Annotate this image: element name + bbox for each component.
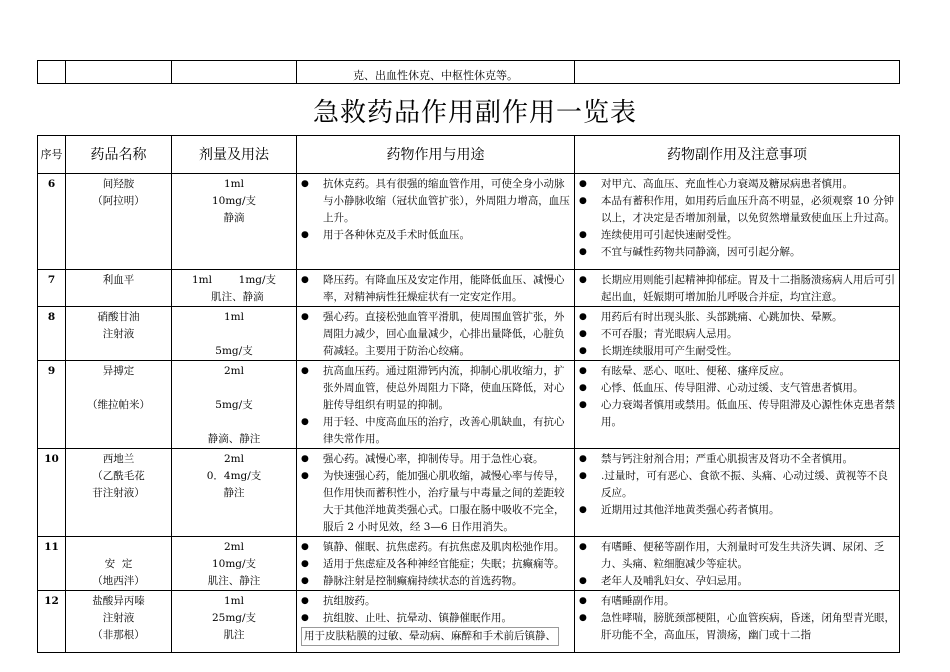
list-item: ● 抗组胺、止吐、抗晕动、镇静催眠作用。: [301, 610, 570, 627]
header-drug-name: 药品名称: [66, 136, 172, 174]
table-row: [38, 174, 900, 270]
cell-empty: [66, 61, 172, 84]
list-item: ● 适用于焦虑症及各种神经官能症；失眠；抗癫痫等。: [301, 556, 570, 573]
dosage-text: 1ml 1mg/支 肌注、静滴: [191, 274, 277, 303]
list-item: ● 不宜与碱性药物共同静滴，因可引起分解。: [579, 244, 895, 261]
list-item: ● .过量时，可有恶心、食欲不振、头痛、心动过缓、黄视等不良反应。: [579, 468, 895, 502]
drug-name-text: 西地兰 （乙酰毛花 苷注射液）: [92, 453, 145, 499]
drug-name-text: 硝酸甘油 注射液: [97, 311, 140, 340]
list-item: ● 用药后有时出现头胀、头部跳痛、心跳加快、晕厥。: [579, 309, 895, 326]
list-item: ● 本品有蓄积作用，如用药后血压升高不明显，必须观察 10 分钟以上，才决定是否增加剂量，以免贸然增量致使血压上升过高。: [579, 193, 895, 227]
effect-list: [297, 539, 574, 590]
header-dosage: 剂量及用法: [172, 136, 297, 174]
row-index: 12: [38, 591, 66, 653]
list-item: ● 对甲亢、高血压、充血性心力衰竭及糖尿病患者慎用。: [579, 176, 895, 193]
drug-name: [66, 537, 172, 591]
list-item: ● 有嗜睡、便秘等副作用，大剂量时可发生共济失调、尿闭、乏力、头痛、粒细胞减少等症状。: [579, 539, 895, 573]
side-effect-cell: [575, 174, 900, 270]
side-effect-cell: [575, 591, 900, 653]
dosage-text: 2ml 10mg/支 肌注、静注: [207, 541, 261, 587]
side-effect-list: [575, 539, 899, 590]
page-title: 急救药品作用副作用一览表: [312, 98, 637, 128]
drug-name: [66, 307, 172, 361]
drug-name-text: 间羟胺 （阿拉明）: [92, 178, 145, 207]
header-index: 序号: [38, 136, 66, 174]
side-effect-cell: [575, 449, 900, 537]
effect-list: [297, 176, 574, 244]
drug-name-text: 盐酸异丙嗪 注射液 （非那根）: [92, 595, 145, 641]
row-index: 10: [38, 449, 66, 537]
dosage: [172, 307, 297, 361]
dosage-text: 1ml 25mg/支 肌注: [211, 595, 257, 641]
list-item: ● 为快速强心药，能加强心肌收缩，减慢心率与传导，但作用快而蓄积性小，治疗量与中毒量之间的差距较大于其他洋地黄类强心式。口服在肠中吸收不完全，服后 2 小时见效，经 3—6 日作用消失。: [301, 468, 570, 536]
list-item: ● 抗高血压药。通过阻滞钙内流，抑制心肌收缩力，扩张外周血管，使总外周阻力下降，使血压降低，对心脏传导组织有明显的抑制。: [301, 363, 570, 414]
dosage-text: 2ml 5mg/支 静滴、静注: [207, 365, 261, 445]
continuation-row: [38, 61, 900, 84]
side-effect-list: [575, 593, 899, 644]
effect-list: [297, 363, 574, 448]
dosage: [172, 449, 297, 537]
list-item: ● 强心药。直接松弛血管平滑肌，使周围血管扩张，外周阻力减少，回心血量减少，心排出量降低，心脏负荷减轻。主要用于防治心绞痛。: [301, 309, 570, 360]
drug-name: [66, 449, 172, 537]
effect-list: [297, 593, 574, 627]
list-item: ● 镇静、催眠、抗焦虑药。有抗焦虑及肌肉松弛作用。: [301, 539, 570, 556]
effect-cell: [297, 174, 575, 270]
table-row: [38, 270, 900, 307]
effect-cell: [297, 270, 575, 307]
effect-cell: [297, 307, 575, 361]
cell-empty: [575, 61, 900, 84]
side-effect-list: [575, 363, 899, 431]
list-item: ● 用于轻、中度高血压的治疗，改善心肌缺血，有抗心律失常作用。: [301, 414, 570, 448]
dosage: [172, 591, 297, 653]
side-effect-cell: [575, 307, 900, 361]
drug-name: [66, 174, 172, 270]
drug-name: [66, 361, 172, 449]
header-side-effects: 药物副作用及注意事项: [575, 136, 900, 174]
dosage: [172, 361, 297, 449]
table-row: [38, 307, 900, 361]
dosage: [172, 174, 297, 270]
table-row: [38, 361, 900, 449]
effect-list: [297, 451, 574, 536]
header-row: [38, 136, 900, 174]
effect-cell: [297, 361, 575, 449]
list-item: ● 抗休克药。具有很强的缩血管作用，可使全身小动脉与小静脉收缩（冠状血管扩张），外周阻力增高，血压上升。: [301, 176, 570, 227]
list-item: ● 心力衰竭者慎用或禁用。低血压、传导阻滞及心源性休克患者禁用。: [579, 397, 895, 431]
list-item: ● 抗组胺药。: [301, 593, 570, 610]
side-effect-list: [575, 309, 899, 360]
continuation-text: 克、出血性休克、中枢性休克等。: [297, 61, 575, 84]
side-effect-cell: [575, 537, 900, 591]
row-index: 6: [38, 174, 66, 270]
side-effect-list: [575, 451, 899, 519]
list-item: ● 有嗜睡副作用。: [579, 593, 895, 610]
effect-cell: [297, 449, 575, 537]
dosage-text: 2ml 0．4mg/支 静注: [206, 453, 262, 499]
table-row: [38, 537, 900, 591]
effect-cell: [297, 537, 575, 591]
cell-empty: [172, 61, 297, 84]
effect-note: 用于皮肤粘膜的过敏、晕动病、麻醉和手术前后镇静、: [301, 627, 559, 646]
dosage: [172, 270, 297, 307]
list-item: ● 不可吞服；青光眼病人忌用。: [579, 326, 895, 343]
list-item: ● 老年人及哺乳妇女、孕妇忌用。: [579, 573, 895, 590]
side-effect-cell: [575, 361, 900, 449]
list-item: ● 强心药。减慢心率，抑制传导。用于急性心衰。: [301, 451, 570, 468]
list-item: ● 近期用过其他洋地黄类强心药者慎用。: [579, 502, 895, 519]
row-index: 8: [38, 307, 66, 361]
row-index: 9: [38, 361, 66, 449]
table-row: [38, 591, 900, 653]
row-index: 11: [38, 537, 66, 591]
drug-name-text: 利血平: [102, 274, 135, 286]
side-effect-list: [575, 176, 899, 261]
effect-list: [297, 272, 574, 306]
list-item: ● 长期应用则能引起精神抑郁症。胃及十二指肠溃疡病人用后可引起出血，妊娠期可增加胎儿呼吸合并症，均宜注意。: [579, 272, 895, 306]
drug-name: [66, 591, 172, 653]
dosage-text: 1ml 5mg/支: [215, 311, 253, 357]
cell-empty: [38, 61, 66, 84]
effect-list: [297, 309, 574, 360]
effect-cell: [297, 591, 575, 653]
dosage: [172, 537, 297, 591]
table-row: [38, 449, 900, 537]
list-item: ● 连续使用可引起快速耐受性。: [579, 227, 895, 244]
list-item: ● 长期连续服用可产生耐受性。: [579, 343, 895, 360]
drug-name: [66, 270, 172, 307]
dosage-text: 1ml 10mg/支 静滴: [211, 178, 257, 224]
continuation-table: [37, 60, 900, 84]
side-effect-cell: [575, 270, 900, 307]
list-item: ● 急性哮喘，膀胱颈部梗阻，心血管疾病，昏迷，闭角型青光眼，肝功能不全，高血压，胃溃疡，幽门或十二指: [579, 610, 895, 644]
list-item: ● 降压药。有降血压及安定作用，能降低血压、减慢心率，对精神病性狂燥症状有一定安定作用。: [301, 272, 570, 306]
row-index: 7: [38, 270, 66, 307]
drug-name-text: 异搏定 （维拉帕米）: [87, 365, 150, 411]
side-effect-list: [575, 272, 899, 306]
drug-table: [37, 135, 900, 653]
list-item: ● 静脉注射是控制癫痫持续状态的首选药物。: [301, 573, 570, 590]
list-item: ● 禁与钙注射剂合用；严重心肌损害及肾功不全者慎用。: [579, 451, 895, 468]
header-effect: 药物作用与用途: [297, 136, 575, 174]
list-item: ● 用于各种休克及手术时低血压。: [301, 227, 570, 244]
list-item: ● 心悸、低血压、传导阻滞、心动过缓、支气管患者慎用。: [579, 380, 895, 397]
list-item: ● 有眩晕、恶心、呕吐、便秘、瘙痒反应。: [579, 363, 895, 380]
drug-name-text: 安 定 （地西泮）: [92, 558, 145, 587]
